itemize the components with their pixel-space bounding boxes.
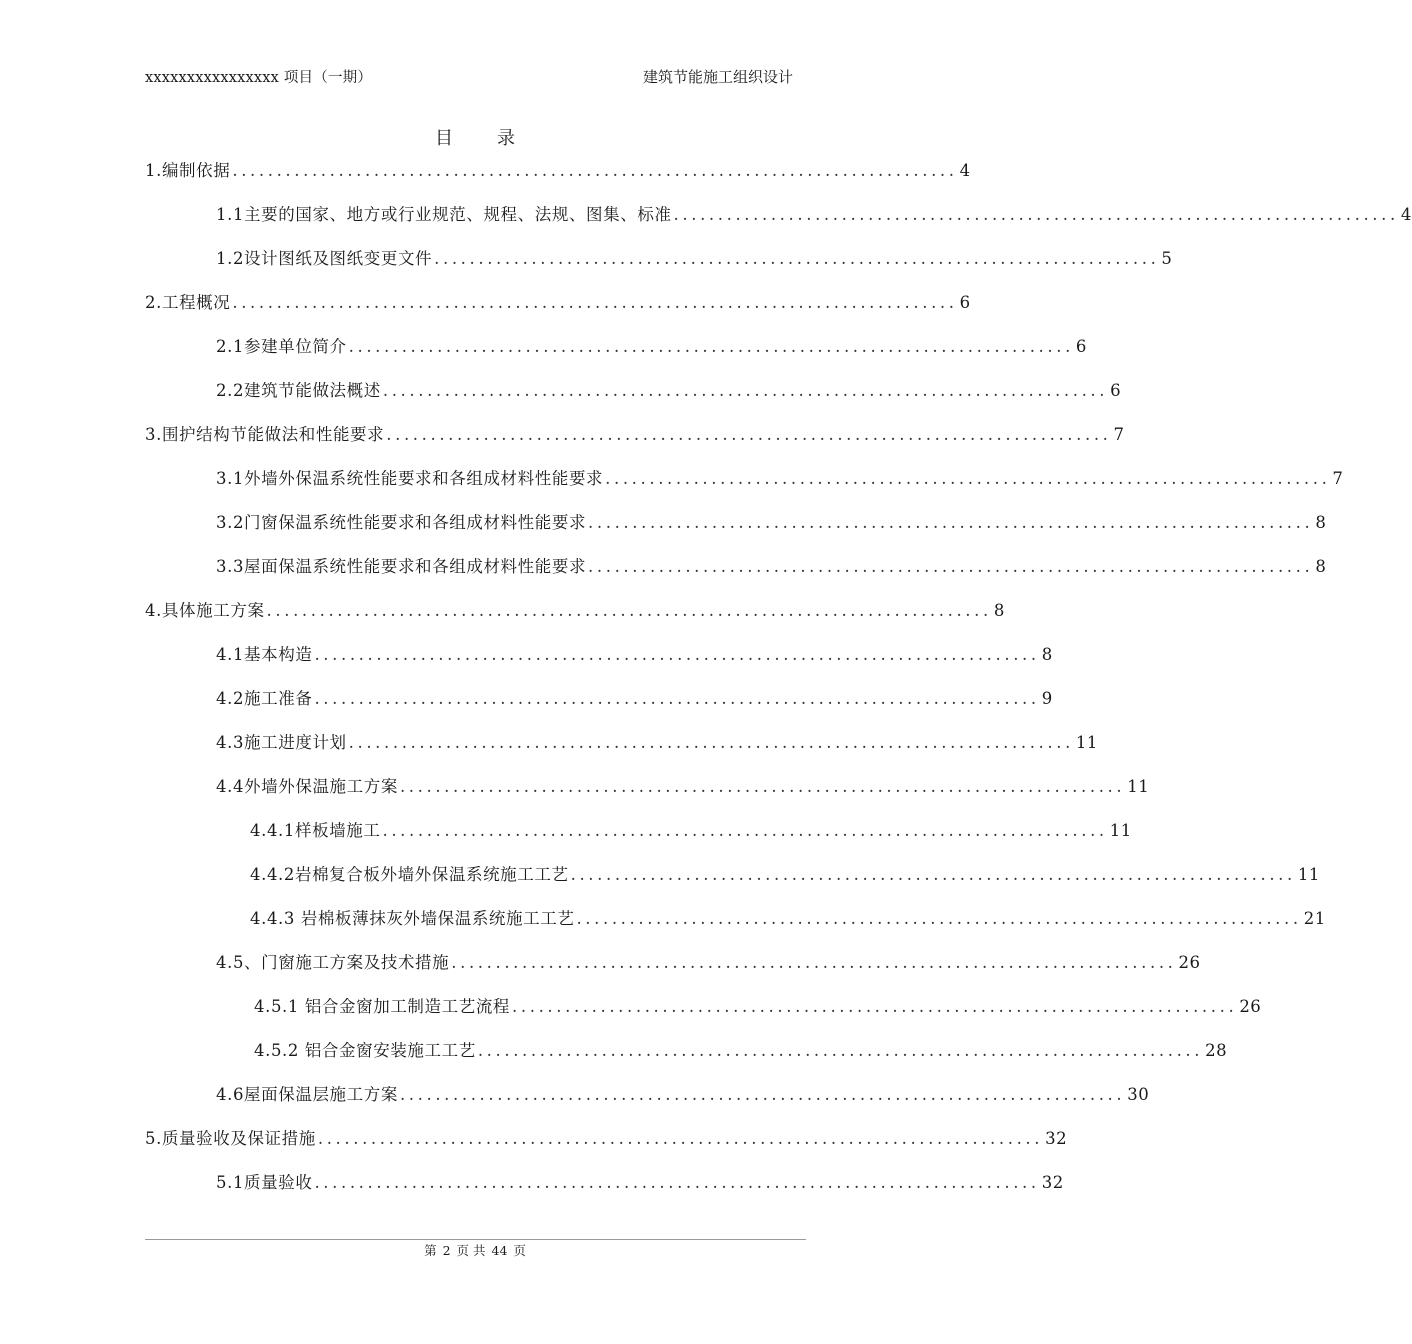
toc-entry-5-1[interactable] xyxy=(216,1167,1064,1199)
toc-entry-2-2[interactable] xyxy=(216,375,1122,407)
toc-entry-label: 1.编制依据 xyxy=(145,161,231,180)
toc-entry-4[interactable] xyxy=(145,595,1005,627)
toc-entry-4-6[interactable] xyxy=(216,1079,1150,1111)
toc-entry-5[interactable] xyxy=(145,1123,1068,1155)
total-page-count: 44 xyxy=(491,1243,508,1258)
footer-mid: 页 共 xyxy=(456,1243,486,1258)
toc-leader-dots: .................................................................................. xyxy=(673,205,1399,224)
toc-leader-dots: .................................................................................. xyxy=(348,733,1074,752)
toc-leader-dots: .................................................................................. xyxy=(314,1173,1040,1192)
toc-entry-page: 11 xyxy=(1109,821,1132,840)
toc-entry-3-2[interactable] xyxy=(216,507,1327,539)
toc-leader-dots: .................................................................................. xyxy=(588,557,1314,576)
toc-entry-4-4-2[interactable] xyxy=(250,859,1320,891)
toc-leader-dots: .................................................................................. xyxy=(232,161,958,180)
toc-entry-label: 5.1质量验收 xyxy=(216,1173,313,1192)
toc-entry-page: 7 xyxy=(1332,469,1344,488)
header-document-title: 建筑节能施工组织设计 xyxy=(642,68,793,86)
toc-leader-dots: .................................................................................. xyxy=(434,249,1160,268)
toc-leader-dots: .................................................................................. xyxy=(512,997,1238,1016)
toc-entry-label: 4.5.2 铝合金窗安装施工工艺 xyxy=(254,1041,476,1060)
footer-divider xyxy=(145,1239,806,1240)
toc-entry-label: 3.围护结构节能做法和性能要求 xyxy=(145,425,385,444)
page-header xyxy=(145,66,805,88)
toc-leader-dots: .................................................................................. xyxy=(317,1129,1044,1148)
current-page-number: 2 xyxy=(442,1243,451,1258)
toc-entry-4-4[interactable] xyxy=(216,771,1150,803)
toc-entry-label: 1.1主要的国家、地方或行业规范、规程、法规、图集、标准 xyxy=(216,205,672,224)
toc-entry-page: 4 xyxy=(959,161,971,180)
toc-entry-4-5-2[interactable] xyxy=(254,1035,1228,1067)
toc-title: 目录 xyxy=(435,128,559,149)
toc-entry-2-1[interactable] xyxy=(216,331,1087,363)
toc-entry-4-1[interactable] xyxy=(216,639,1053,671)
toc-entry-page: 11 xyxy=(1075,733,1098,752)
toc-entry-page: 21 xyxy=(1303,909,1326,928)
toc-entry-4-2[interactable] xyxy=(216,683,1053,715)
toc-entry-3-3[interactable] xyxy=(216,551,1327,583)
toc-leader-dots: .................................................................................. xyxy=(232,293,958,312)
toc-entry-page: 8 xyxy=(1315,557,1327,576)
toc-leader-dots: .................................................................................. xyxy=(382,821,1108,840)
footer-suffix: 页 xyxy=(513,1243,526,1258)
footer-prefix: 第 xyxy=(424,1243,437,1258)
toc-entry-3[interactable] xyxy=(145,419,1125,451)
toc-entry-label: 4.4外墙外保温施工方案 xyxy=(216,777,398,796)
toc-entry-page: 11 xyxy=(1127,777,1150,796)
toc-leader-dots: .................................................................................. xyxy=(605,469,1331,488)
toc-entry-label: 4.2施工准备 xyxy=(216,689,313,708)
toc-entry-page: 6 xyxy=(1075,337,1087,356)
toc-entry-4-3[interactable] xyxy=(216,727,1098,759)
toc-entry-label: 4.6屋面保温层施工方案 xyxy=(216,1085,398,1104)
toc-leader-dots: .................................................................................. xyxy=(570,865,1296,884)
toc-entry-1-2[interactable] xyxy=(216,243,1173,275)
toc-entry-label: 4.5.1 铝合金窗加工制造工艺流程 xyxy=(254,997,511,1016)
toc-leader-dots: .................................................................................. xyxy=(386,425,1112,444)
toc-entry-4-5-1[interactable] xyxy=(254,991,1262,1023)
toc-entry-label: 3.1外墙外保温系统性能要求和各组成材料性能要求 xyxy=(216,469,604,488)
toc-entry-page: 28 xyxy=(1205,1041,1228,1060)
toc-entry-page: 11 xyxy=(1297,865,1320,884)
toc-entry-page: 8 xyxy=(1041,645,1053,664)
toc-entry-4-5[interactable] xyxy=(216,947,1201,979)
toc-entry-label: 4.4.2岩棉复合板外墙外保温系统施工工艺 xyxy=(250,865,569,884)
toc-entry-page: 26 xyxy=(1178,953,1201,972)
toc-entry-page: 5 xyxy=(1161,249,1173,268)
toc-entry-label: 4.4.3 岩棉板薄抹灰外墙保温系统施工工艺 xyxy=(250,909,575,928)
toc-entry-label: 4.5、门窗施工方案及技术措施 xyxy=(216,953,450,972)
toc-entry-page: 6 xyxy=(959,293,971,312)
toc-entry-label: 4.4.1样板墙施工 xyxy=(250,821,381,840)
toc-entry-1-1[interactable] xyxy=(216,199,1412,231)
toc-leader-dots: .................................................................................. xyxy=(477,1041,1204,1060)
toc-leader-dots: .................................................................................. xyxy=(588,513,1314,532)
toc-entry-page: 32 xyxy=(1045,1129,1068,1148)
toc-entry-1[interactable] xyxy=(145,155,971,187)
toc-leader-dots: .................................................................................. xyxy=(314,689,1040,708)
toc-entry-page: 8 xyxy=(993,601,1005,620)
toc-entry-page: 9 xyxy=(1041,689,1053,708)
toc-entry-page: 30 xyxy=(1127,1085,1150,1104)
toc-entry-page: 26 xyxy=(1239,997,1262,1016)
toc-entry-4-4-3[interactable] xyxy=(250,903,1326,935)
toc-entry-label: 2.2建筑节能做法概述 xyxy=(216,381,381,400)
page-footer xyxy=(0,1241,950,1259)
toc-entry-label: 3.3屋面保温系统性能要求和各组成材料性能要求 xyxy=(216,557,587,576)
toc-leader-dots: .................................................................................. xyxy=(314,645,1040,664)
toc-entry-label: 2.1参建单位简介 xyxy=(216,337,347,356)
toc-leader-dots: .................................................................................. xyxy=(576,909,1302,928)
toc-entry-label: 4.1基本构造 xyxy=(216,645,313,664)
toc-entry-label: 3.2门窗保温系统性能要求和各组成材料性能要求 xyxy=(216,513,587,532)
toc-leader-dots: .................................................................................. xyxy=(399,777,1126,796)
toc-entry-label: 4.具体施工方案 xyxy=(145,601,265,620)
toc-entry-label: 4.3施工进度计划 xyxy=(216,733,347,752)
toc-entry-label: 2.工程概况 xyxy=(145,293,231,312)
toc-entry-2[interactable] xyxy=(145,287,971,319)
toc-entry-3-1[interactable] xyxy=(216,463,1344,495)
toc-entry-page: 32 xyxy=(1041,1173,1064,1192)
toc-entry-page: 8 xyxy=(1315,513,1327,532)
toc-entry-page: 4 xyxy=(1400,205,1412,224)
toc-leader-dots: .................................................................................. xyxy=(266,601,992,620)
toc-entry-label: 1.2设计图纸及图纸变更文件 xyxy=(216,249,433,268)
toc-leader-dots: .................................................................................. xyxy=(451,953,1177,972)
toc-entry-4-4-1[interactable] xyxy=(250,815,1132,847)
toc-leader-dots: .................................................................................. xyxy=(382,381,1109,400)
toc-entry-page: 7 xyxy=(1113,425,1125,444)
toc-entry-page: 6 xyxy=(1110,381,1122,400)
toc-leader-dots: .................................................................................. xyxy=(399,1085,1126,1104)
toc-entry-label: 5.质量验收及保证措施 xyxy=(145,1129,316,1148)
toc-leader-dots: .................................................................................. xyxy=(348,337,1074,356)
header-project-name: xxxxxxxxxxxxxxxx 项目（一期） xyxy=(145,70,373,86)
